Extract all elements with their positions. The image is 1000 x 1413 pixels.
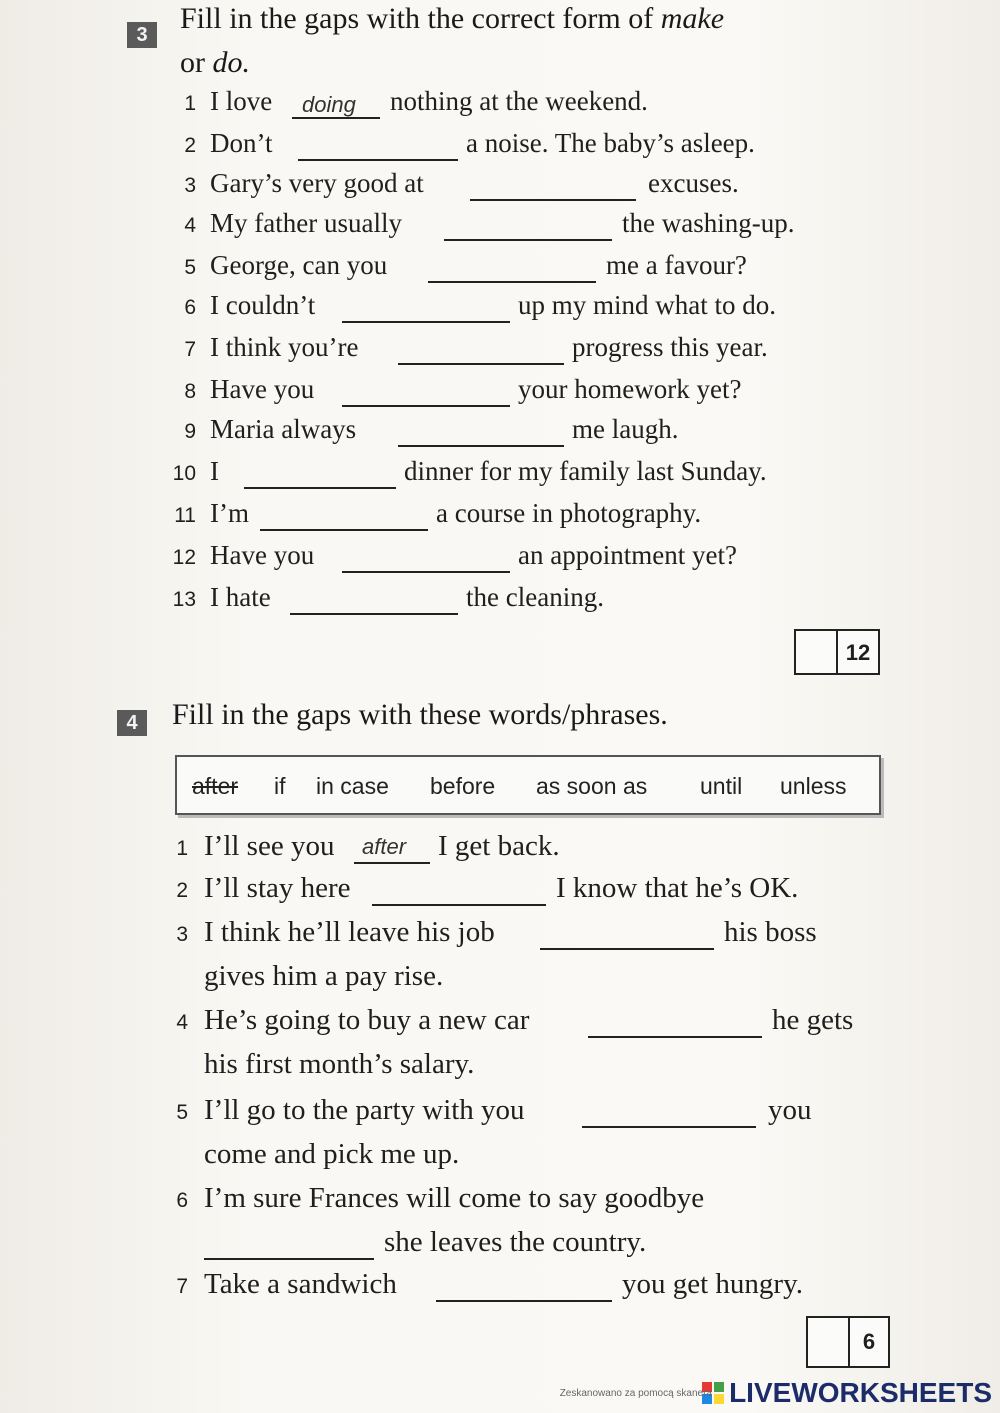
ex3-item-text-after: the washing-up.	[622, 208, 795, 238]
word-option: unless	[780, 773, 847, 799]
exercise-4-score: 6	[862, 1329, 876, 1354]
exercise-3-title-italic: make	[660, 2, 725, 35]
ex4-item-text-after: his boss	[724, 916, 817, 948]
ex4-item-text-before: I’ll stay here	[204, 872, 351, 904]
ex4-item-number: 1	[176, 837, 188, 860]
exercise-3-badge: 3	[127, 22, 157, 48]
exercise-3-title-line2	[180, 46, 250, 80]
ex3-item-text-after: me a favour?	[606, 250, 747, 280]
ex3-item-number: 10	[172, 462, 196, 485]
ex3-gap-input[interactable]	[342, 571, 510, 573]
ex3-item-text-after: an appointment yet?	[518, 540, 737, 570]
scan-note: Zeskanowano za pomocą skanera	[559, 1388, 712, 1399]
ex3-gap-input[interactable]	[342, 405, 510, 407]
ex4-item-text-before: I think he’ll leave his job	[204, 916, 495, 948]
exercise-3-title-text-2: or	[180, 46, 213, 79]
ex3-item-number: 3	[184, 174, 196, 197]
ex3-item-number: 7	[184, 338, 196, 361]
ex4-item-number: 2	[176, 879, 188, 902]
ex3-item-text-before: I hate	[210, 582, 271, 612]
ex3-gap-input[interactable]	[298, 159, 458, 161]
ex4-item-text-after: I get back.	[438, 830, 560, 862]
exercise-4-score-box	[806, 1316, 890, 1368]
ex3-item-text-before: My father usually	[210, 208, 402, 238]
ex4-gap-input[interactable]	[540, 948, 714, 950]
ex3-item-text-after: nothing at the weekend.	[390, 86, 648, 116]
ex3-item-text-before: Have you	[210, 374, 315, 404]
ex3-item-text-before: George, can you	[210, 250, 388, 280]
exercise-3-title-italic-2: do.	[212, 46, 250, 79]
ex3-item-number: 13	[172, 588, 196, 611]
ex4-gap-input[interactable]	[204, 1258, 374, 1260]
word-option: as soon as	[536, 773, 648, 799]
word-box	[175, 755, 881, 815]
ex4-item-text-before: I’ll see you	[204, 830, 335, 862]
ex3-gap-input[interactable]	[398, 363, 564, 365]
ex3-gap-input[interactable]	[342, 321, 510, 323]
ex3-gap-input[interactable]	[244, 487, 396, 489]
exercise-3-score-box	[794, 629, 880, 675]
brand-text: LIVEWORKSHEETS	[729, 1377, 992, 1408]
ex3-item-text-after: a noise. The baby’s asleep.	[466, 128, 755, 158]
exercise-3-title	[180, 2, 724, 36]
ex3-gap-input[interactable]	[470, 199, 636, 201]
ex3-item-text-after: a course in photography.	[436, 498, 702, 528]
word-option: if	[274, 773, 286, 799]
ex4-item-text-line2: she leaves the country.	[384, 1226, 647, 1258]
ex3-gap-input[interactable]	[260, 529, 428, 531]
ex3-gap-input[interactable]	[290, 613, 458, 615]
exercise-3-title-text: Fill in the gaps with the correct form of	[180, 2, 661, 35]
ex3-item-text-before: I’m	[210, 498, 249, 528]
word-option: until	[700, 773, 743, 799]
ex3-gap-input[interactable]	[398, 445, 564, 447]
ex4-gap-answer: after	[362, 834, 407, 859]
ex3-gap-input[interactable]	[428, 281, 596, 283]
ex3-item-number: 6	[184, 296, 196, 319]
word-option: after	[192, 773, 239, 799]
ex3-item-text-before: I love	[210, 86, 273, 116]
ex3-item-number: 4	[184, 214, 196, 237]
ex3-item-text-before: I	[210, 456, 219, 486]
ex3-item-text-after: the cleaning.	[466, 582, 604, 612]
ex3-item-text-after: up my mind what to do.	[518, 290, 776, 320]
ex3-item-number: 2	[184, 134, 196, 157]
ex3-item-text-after: progress this year.	[572, 332, 768, 362]
ex3-gap-input[interactable]	[444, 239, 612, 241]
word-option: in case	[316, 773, 389, 799]
ex4-item-text-line2: come and pick me up.	[204, 1138, 460, 1170]
liveworksheets-brand[interactable]	[701, 1377, 992, 1408]
ex4-item-text-before: Take a sandwich	[204, 1268, 397, 1300]
ex3-item-text-after: excuses.	[648, 168, 739, 198]
ex3-item-text-before: Maria always	[210, 414, 357, 444]
ex3-item-text-before: I think you’re	[210, 332, 359, 362]
ex4-item-number: 5	[176, 1101, 188, 1124]
ex3-item-text-before: Gary’s very good at	[210, 168, 424, 198]
ex4-item-text-line2: gives him a pay rise.	[204, 960, 444, 992]
ex3-item-number: 11	[174, 504, 196, 527]
ex4-item-text-after: you	[768, 1094, 812, 1126]
ex3-item-number: 1	[184, 92, 196, 115]
ex3-item-text-before: Don’t	[210, 128, 273, 158]
exercise-4-badge: 4	[117, 710, 147, 736]
ex4-item-text-before: I’m sure Frances will come to say goodbye	[204, 1182, 705, 1214]
exercise-3-score: 12	[845, 640, 871, 665]
ex4-gap-input[interactable]	[354, 862, 430, 864]
ex3-item-number: 5	[184, 256, 196, 279]
ex3-item-text-before: Have you	[210, 540, 315, 570]
ex4-gap-input[interactable]	[588, 1036, 762, 1038]
footer	[559, 1377, 992, 1409]
ex3-item-text-before: I couldn’t	[210, 290, 316, 320]
ex4-gap-input[interactable]	[582, 1126, 756, 1128]
ex3-item-number: 9	[184, 420, 196, 443]
ex4-item-text-line2: his first month’s salary.	[204, 1048, 475, 1080]
ex4-item-text-before: He’s going to buy a new car	[204, 1004, 530, 1036]
ex3-item-number: 8	[184, 380, 196, 403]
exercise-4-title: Fill in the gaps with these words/phrases.	[172, 698, 668, 731]
ex4-item-text-before: I’ll go to the party with you	[204, 1094, 525, 1126]
ex4-gap-input[interactable]	[436, 1300, 612, 1302]
ex4-item-text-after: he gets	[772, 1004, 854, 1036]
ex3-item-text-after: me laugh.	[572, 414, 679, 444]
ex3-item-number: 12	[172, 546, 196, 569]
ex3-item-text-after: your homework yet?	[518, 374, 742, 404]
ex4-item-text-after: you get hungry.	[622, 1268, 803, 1300]
ex4-item-number: 3	[176, 923, 188, 946]
word-option: before	[430, 773, 496, 799]
ex3-item-text-after: dinner for my family last Sunday.	[404, 456, 767, 486]
ex4-item-number: 6	[176, 1189, 188, 1212]
ex4-item-text-after: I know that he’s OK.	[556, 872, 799, 904]
ex4-item-number: 4	[176, 1011, 188, 1034]
ex4-item-number: 7	[176, 1275, 188, 1298]
ex4-gap-input[interactable]	[372, 904, 546, 906]
ex3-gap-answer: doing	[302, 92, 356, 117]
